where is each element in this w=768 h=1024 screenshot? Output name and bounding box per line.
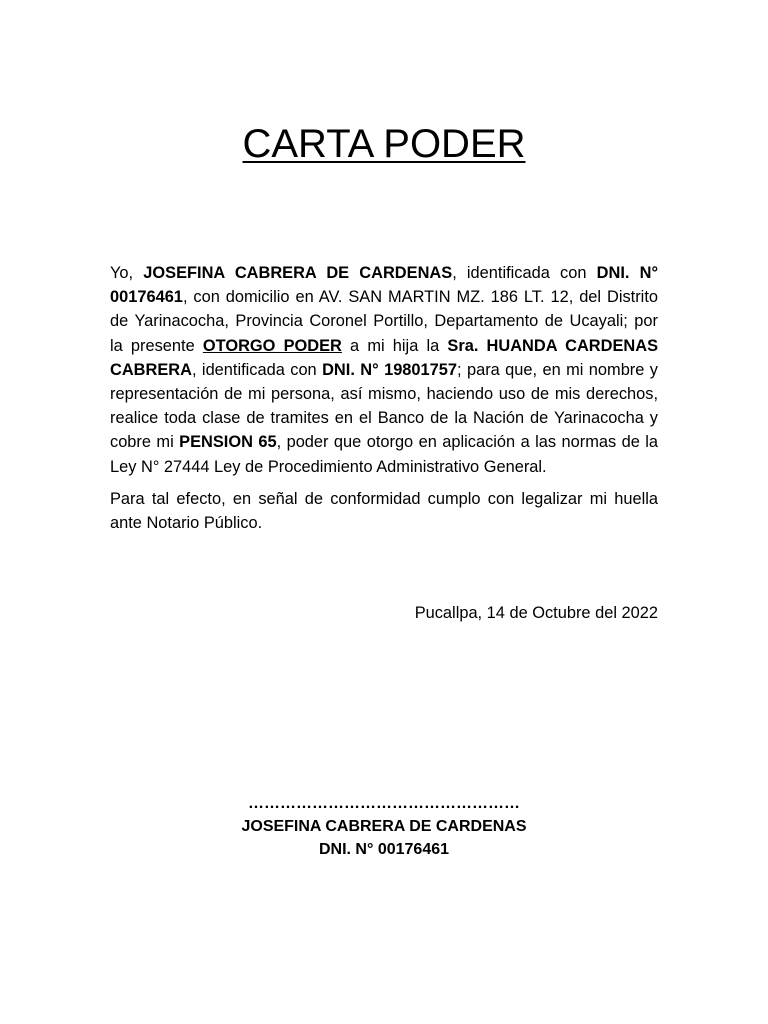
text-segment: a mi hija la [341,336,448,355]
signature-block [0,792,768,861]
paragraph-conformity: Para tal efecto, en señal de conformidad cumplo con legalizar mi huella ante Notario Público. [110,489,658,533]
text-segment: , identificada con [191,360,323,379]
grantee-dni: DNI. N° 19801757 [322,360,457,379]
document-title: CARTA PODER [242,122,526,166]
text-segment: , poder que otorgo en aplicación a las normas de la Ley N° 27444 Ley de Procedimiento Administrativo General. [110,433,659,476]
grantee-name: Sra. HUANDA CARDENAS CABRERA [110,336,659,379]
document-date: Pucallpa, 14 de Octubre del 2022 [414,604,658,622]
grantor-dni: DNI. N° 00176461 [110,264,658,307]
paragraph-power-grant [110,261,658,479]
grantor-name: JOSEFINA CABRERA DE CARDENAS [143,264,453,282]
otorgo-poder-phrase: OTORGO PODER [202,336,342,355]
text-segment: ; para que, en mi nombre y representación de mi persona, así mismo, haciendo uso de mis derechos, realice toda clase de tramites en el Banco de la Nación de Yarinacocha y cobre mi [110,360,658,452]
pension-name: PENSION 65 [179,433,277,452]
text-segment: , con domicilio en AV. SAN MARTIN MZ. 186 LT. 12, del Distrito de Yarinacocha, Provincia Coronel Portillo, Departamento de Ucayali; por la presente [110,288,658,355]
signature-name: JOSEFINA CABRERA DE CARDENAS [241,818,527,835]
document-body [110,261,658,543]
signature-line: …………………………………………… [248,795,520,812]
text-segment: , identificada con [452,264,597,282]
signature-dni: DNI. N° 00176461 [318,841,450,858]
text-segment: Yo, [110,264,144,282]
